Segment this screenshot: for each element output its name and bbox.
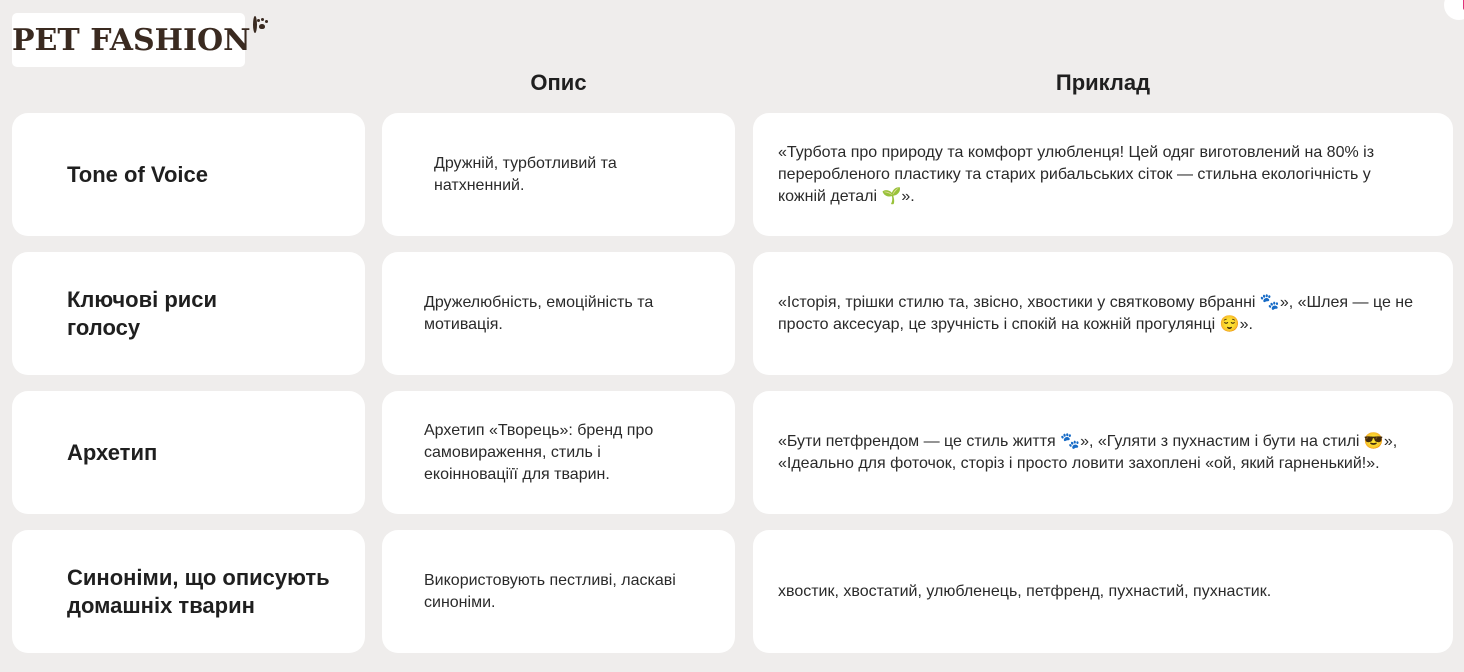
row-description: Дружній, турботливий та натхненний. [434,154,617,194]
row-example: «Бути петфрендом — це стиль життя 🐾», «Гуляти з пухнастим і бути на стилі 😎», «Ідеально для фоточок, сторіз і просто ловити захоплені «ой, який гарненький!». [778,432,1398,472]
row-description-card [382,530,735,653]
column-header-description: Опис [530,70,587,95]
row-example-card [753,252,1453,375]
row-example-card [753,113,1453,236]
column-header-example: Приклад [1055,70,1151,95]
row-label-card [12,391,365,514]
brand-logo [12,13,251,67]
row-label: Синоніми, що описують домашніх тварин [67,564,330,618]
row-label-card [12,530,365,653]
app-badge-icon [1444,0,1464,20]
row-description-card [382,113,735,236]
row-description: Дружелюбність, емоційність та мотивація. [424,293,654,333]
row-example: «Історія, трішки стилю та, звісно, хвостики у святковому вбранні 🐾», «Шлея — це не просто аксесуар, це зручність і спокій на кожній прогулянці 😌». [778,293,1414,333]
row-description-card [382,252,735,375]
row-description: Використовують пестливі, лаcкаві синоніми. [424,571,676,611]
paw-icon [253,16,257,33]
row-example: хвостик, хвостатий, улюбленець, петфренд, пухнастий, пухнастик. [778,582,1272,600]
row-description: Архетип «Творець»: бренд про самовираження, стиль і екоінноваціїї для тварин. [424,421,654,483]
row-label: Tone of Voice [67,161,208,187]
row-label: Архетип [67,439,158,465]
row-example-card [753,530,1453,653]
row-label-card [12,252,365,375]
row-description-card [382,391,735,514]
row-example: «Турбота про природу та комфорт улюбленця! Цей одяг виготовлений на 80% із переробленого пластику та старих рибальських сіток — стильна екологічність у кожній деталі 🌱». [778,143,1375,205]
row-label-card [12,113,365,236]
logo-text: PET FASHION [12,22,251,58]
row-example-card [753,391,1453,514]
row-label: Ключові риси голосу [67,286,218,340]
